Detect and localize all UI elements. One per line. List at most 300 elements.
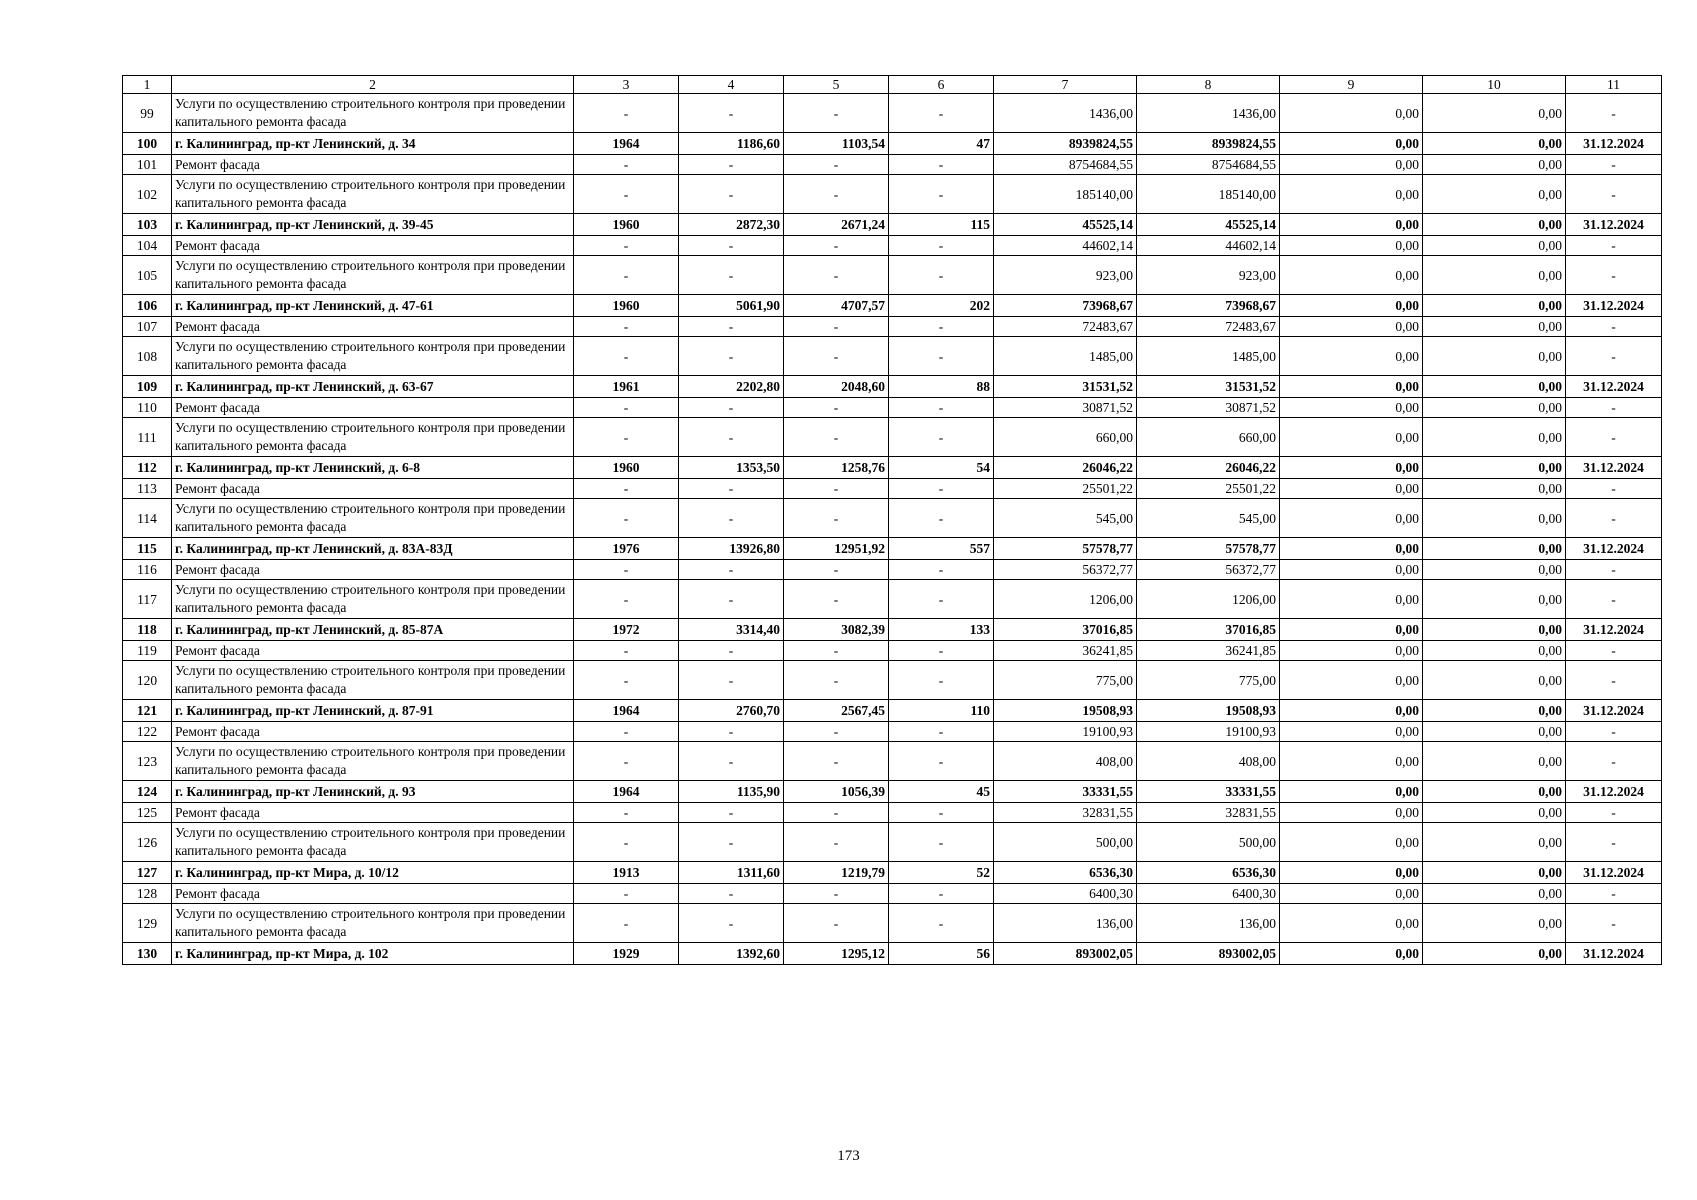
cell-year: 1976 [574,538,679,560]
cell-cost-owners: 0,00 [1423,904,1566,943]
cell-completion-date: - [1566,337,1662,376]
table-row [123,175,1662,214]
cell-row-number: 112 [123,457,172,479]
column-number-header [123,76,1662,94]
table-row [123,457,1662,479]
cell-cost-total: 8939824,55 [994,133,1137,155]
header-cell-area-total: 4 [679,76,784,94]
cell-cost-total: 26046,22 [994,457,1137,479]
cell-cost-owners: 0,00 [1423,155,1566,175]
cell-row-number: 127 [123,862,172,884]
cell-area-total: - [679,499,784,538]
cell-area-living: 1219,79 [784,862,889,884]
cell-cost-total: 33331,55 [994,781,1137,803]
header-cell-year: 3 [574,76,679,94]
cell-cost-total: 45525,14 [994,214,1137,236]
cell-cost-regional: 1485,00 [1137,337,1280,376]
cell-completion-date: 31.12.2024 [1566,457,1662,479]
cell-completion-date: - [1566,904,1662,943]
header-cell-area-living: 5 [784,76,889,94]
cell-cost-municipal: 0,00 [1280,94,1423,133]
cell-cost-total: 136,00 [994,904,1137,943]
cell-row-number: 118 [123,619,172,641]
cell-residents: - [889,155,994,175]
cell-area-living: - [784,904,889,943]
cell-completion-date: 31.12.2024 [1566,133,1662,155]
header-cell-row-number: 1 [123,76,172,94]
cell-cost-municipal: 0,00 [1280,538,1423,560]
cell-residents: - [889,803,994,823]
cell-year: - [574,236,679,256]
cell-cost-total: 6536,30 [994,862,1137,884]
cell-row-number: 99 [123,94,172,133]
table-row [123,236,1662,256]
cell-year: - [574,175,679,214]
cell-cost-regional: 37016,85 [1137,619,1280,641]
cell-residents: 110 [889,700,994,722]
cell-area-total: - [679,722,784,742]
cell-cost-municipal: 0,00 [1280,479,1423,499]
cell-cost-owners: 0,00 [1423,376,1566,398]
cell-cost-regional: 44602,14 [1137,236,1280,256]
cell-area-living: 12951,92 [784,538,889,560]
cell-area-living: - [784,317,889,337]
cell-area-total: - [679,661,784,700]
header-cell-cost-owners: 10 [1423,76,1566,94]
cell-year: 1960 [574,457,679,479]
cell-area-total: 3314,40 [679,619,784,641]
cell-cost-owners: 0,00 [1423,884,1566,904]
cell-row-number: 124 [123,781,172,803]
cell-area-total: 1186,60 [679,133,784,155]
cell-residents: - [889,418,994,457]
cell-name: Услуги по осуществлению строительного контроля при проведении капитального ремонта фасада [172,337,574,376]
cell-row-number: 119 [123,641,172,661]
cell-year: - [574,499,679,538]
table-row [123,904,1662,943]
cell-completion-date: 31.12.2024 [1566,214,1662,236]
cell-residents: - [889,499,994,538]
cell-year: 1964 [574,700,679,722]
cell-year: - [574,479,679,499]
cell-cost-municipal: 0,00 [1280,175,1423,214]
cell-area-total: - [679,884,784,904]
cell-cost-total: 408,00 [994,742,1137,781]
cell-completion-date: - [1566,580,1662,619]
cell-area-living: - [784,398,889,418]
cell-name: Услуги по осуществлению строительного контроля при проведении капитального ремонта фасада [172,580,574,619]
cell-cost-total: 32831,55 [994,803,1137,823]
cell-name: Услуги по осуществлению строительного контроля при проведении капитального ремонта фасада [172,904,574,943]
cell-name: Ремонт фасада [172,317,574,337]
cell-cost-regional: 19100,93 [1137,722,1280,742]
page-number: 173 [837,1148,860,1164]
cell-area-living: - [784,661,889,700]
cell-row-number: 114 [123,499,172,538]
cell-cost-municipal: 0,00 [1280,256,1423,295]
cell-cost-municipal: 0,00 [1280,823,1423,862]
header-cell-cost-total: 7 [994,76,1137,94]
cell-cost-municipal: 0,00 [1280,580,1423,619]
cell-row-number: 117 [123,580,172,619]
capital-repair-table [122,75,1662,965]
cell-cost-regional: 32831,55 [1137,803,1280,823]
cell-name: Ремонт фасада [172,236,574,256]
cell-cost-regional: 923,00 [1137,256,1280,295]
cell-year: - [574,155,679,175]
cell-completion-date: - [1566,256,1662,295]
cell-row-number: 130 [123,943,172,965]
cell-cost-total: 72483,67 [994,317,1137,337]
cell-cost-regional: 893002,05 [1137,943,1280,965]
table-row [123,661,1662,700]
cell-year: 1972 [574,619,679,641]
cell-year: - [574,722,679,742]
cell-area-total: - [679,256,784,295]
cell-cost-municipal: 0,00 [1280,904,1423,943]
cell-row-number: 115 [123,538,172,560]
table-row [123,781,1662,803]
cell-cost-owners: 0,00 [1423,398,1566,418]
cell-cost-regional: 8754684,55 [1137,155,1280,175]
cell-area-total: - [679,904,784,943]
cell-completion-date: - [1566,236,1662,256]
cell-residents: 88 [889,376,994,398]
header-cell-cost-regional: 8 [1137,76,1280,94]
table-row [123,337,1662,376]
cell-residents: - [889,580,994,619]
cell-completion-date: - [1566,94,1662,133]
cell-cost-total: 500,00 [994,823,1137,862]
cell-cost-owners: 0,00 [1423,479,1566,499]
cell-completion-date: - [1566,742,1662,781]
cell-area-living: - [784,155,889,175]
cell-name: г. Калининград, пр-кт Мира, д. 10/12 [172,862,574,884]
cell-cost-municipal: 0,00 [1280,155,1423,175]
cell-name: Ремонт фасада [172,479,574,499]
cell-name: г. Калининград, пр-кт Ленинский, д. 47-61 [172,295,574,317]
cell-cost-owners: 0,00 [1423,803,1566,823]
cell-residents: - [889,742,994,781]
cell-cost-owners: 0,00 [1423,641,1566,661]
cell-cost-owners: 0,00 [1423,580,1566,619]
cell-area-total: - [679,580,784,619]
cell-cost-regional: 56372,77 [1137,560,1280,580]
cell-area-living: 1103,54 [784,133,889,155]
table-row [123,538,1662,560]
table-row [123,376,1662,398]
cell-area-living: - [784,823,889,862]
header-cell-cost-municipal: 9 [1280,76,1423,94]
cell-row-number: 129 [123,904,172,943]
cell-row-number: 126 [123,823,172,862]
table-row [123,317,1662,337]
table-row [123,700,1662,722]
cell-year: - [574,398,679,418]
table-row [123,256,1662,295]
cell-cost-regional: 31531,52 [1137,376,1280,398]
cell-year: 1960 [574,214,679,236]
cell-name: г. Калининград, пр-кт Ленинский, д. 6-8 [172,457,574,479]
cell-cost-regional: 136,00 [1137,904,1280,943]
cell-year: 1964 [574,133,679,155]
cell-area-living: 1295,12 [784,943,889,965]
cell-row-number: 121 [123,700,172,722]
cell-cost-municipal: 0,00 [1280,661,1423,700]
cell-residents: 47 [889,133,994,155]
cell-name: Услуги по осуществлению строительного контроля при проведении капитального ремонта фасада [172,175,574,214]
cell-cost-owners: 0,00 [1423,214,1566,236]
cell-row-number: 111 [123,418,172,457]
table-row [123,133,1662,155]
cell-area-total: - [679,398,784,418]
cell-cost-regional: 72483,67 [1137,317,1280,337]
cell-completion-date: - [1566,317,1662,337]
cell-cost-total: 545,00 [994,499,1137,538]
cell-area-total: - [679,236,784,256]
cell-cost-municipal: 0,00 [1280,398,1423,418]
cell-area-total: - [679,155,784,175]
cell-residents: - [889,884,994,904]
header-cell-name: 2 [172,76,574,94]
cell-cost-regional: 30871,52 [1137,398,1280,418]
cell-completion-date: - [1566,175,1662,214]
cell-cost-regional: 6536,30 [1137,862,1280,884]
cell-area-total: - [679,479,784,499]
cell-row-number: 123 [123,742,172,781]
cell-residents: 54 [889,457,994,479]
cell-cost-total: 31531,52 [994,376,1137,398]
cell-cost-municipal: 0,00 [1280,214,1423,236]
cell-cost-owners: 0,00 [1423,560,1566,580]
cell-cost-municipal: 0,00 [1280,337,1423,376]
cell-row-number: 102 [123,175,172,214]
cell-area-living: - [784,580,889,619]
cell-residents: - [889,661,994,700]
cell-cost-owners: 0,00 [1423,317,1566,337]
cell-row-number: 103 [123,214,172,236]
cell-cost-regional: 45525,14 [1137,214,1280,236]
table-row [123,823,1662,862]
cell-cost-owners: 0,00 [1423,256,1566,295]
cell-cost-owners: 0,00 [1423,661,1566,700]
cell-name: Ремонт фасада [172,803,574,823]
cell-year: - [574,884,679,904]
cell-area-total: 1135,90 [679,781,784,803]
table-row [123,155,1662,175]
cell-row-number: 120 [123,661,172,700]
cell-residents: 45 [889,781,994,803]
cell-area-living: - [784,641,889,661]
cell-completion-date: 31.12.2024 [1566,619,1662,641]
cell-residents: 202 [889,295,994,317]
cell-year: - [574,823,679,862]
cell-cost-municipal: 0,00 [1280,641,1423,661]
table-row [123,295,1662,317]
cell-cost-regional: 6400,30 [1137,884,1280,904]
cell-row-number: 116 [123,560,172,580]
cell-row-number: 104 [123,236,172,256]
cell-area-living: 4707,57 [784,295,889,317]
cell-cost-regional: 73968,67 [1137,295,1280,317]
cell-name: г. Калининград, пр-кт Ленинский, д. 83А-83Д [172,538,574,560]
cell-cost-regional: 8939824,55 [1137,133,1280,155]
cell-area-living: - [784,236,889,256]
table-row [123,862,1662,884]
cell-cost-regional: 545,00 [1137,499,1280,538]
cell-name: г. Калининград, пр-кт Ленинский, д. 39-45 [172,214,574,236]
cell-area-living: - [784,479,889,499]
cell-area-total: 2202,80 [679,376,784,398]
cell-cost-municipal: 0,00 [1280,418,1423,457]
cell-cost-regional: 185140,00 [1137,175,1280,214]
cell-year: - [574,337,679,376]
cell-cost-total: 36241,85 [994,641,1137,661]
cell-name: Услуги по осуществлению строительного контроля при проведении капитального ремонта фасада [172,499,574,538]
cell-area-total: 2760,70 [679,700,784,722]
cell-cost-owners: 0,00 [1423,781,1566,803]
cell-completion-date: - [1566,661,1662,700]
cell-cost-municipal: 0,00 [1280,781,1423,803]
cell-year: - [574,418,679,457]
cell-cost-total: 37016,85 [994,619,1137,641]
cell-cost-owners: 0,00 [1423,700,1566,722]
cell-year: - [574,256,679,295]
cell-area-living: 2671,24 [784,214,889,236]
cell-cost-municipal: 0,00 [1280,803,1423,823]
cell-residents: 557 [889,538,994,560]
cell-cost-total: 660,00 [994,418,1137,457]
cell-completion-date: - [1566,823,1662,862]
cell-cost-total: 775,00 [994,661,1137,700]
cell-area-total: - [679,94,784,133]
cell-area-living: 2567,45 [784,700,889,722]
cell-row-number: 125 [123,803,172,823]
cell-area-living: - [784,884,889,904]
cell-row-number: 122 [123,722,172,742]
table-row [123,722,1662,742]
cell-cost-regional: 408,00 [1137,742,1280,781]
cell-area-total: - [679,175,784,214]
cell-residents: - [889,236,994,256]
cell-residents: - [889,337,994,376]
cell-area-total: - [679,641,784,661]
cell-cost-municipal: 0,00 [1280,376,1423,398]
cell-residents: 115 [889,214,994,236]
cell-cost-owners: 0,00 [1423,722,1566,742]
cell-cost-total: 25501,22 [994,479,1137,499]
table-row [123,479,1662,499]
cell-completion-date: 31.12.2024 [1566,376,1662,398]
cell-cost-regional: 36241,85 [1137,641,1280,661]
cell-row-number: 100 [123,133,172,155]
cell-area-total: - [679,418,784,457]
cell-name: Услуги по осуществлению строительного контроля при проведении капитального ремонта фасада [172,418,574,457]
cell-cost-total: 1485,00 [994,337,1137,376]
header-cell-residents: 6 [889,76,994,94]
cell-cost-owners: 0,00 [1423,457,1566,479]
cell-area-living: - [784,256,889,295]
cell-area-living: - [784,418,889,457]
cell-cost-municipal: 0,00 [1280,457,1423,479]
cell-name: г. Калининград, пр-кт Ленинский, д. 85-87А [172,619,574,641]
cell-cost-regional: 660,00 [1137,418,1280,457]
cell-cost-total: 1206,00 [994,580,1137,619]
cell-cost-total: 19508,93 [994,700,1137,722]
cell-cost-municipal: 0,00 [1280,317,1423,337]
cell-cost-owners: 0,00 [1423,943,1566,965]
cell-cost-municipal: 0,00 [1280,295,1423,317]
table-row [123,499,1662,538]
cell-completion-date: - [1566,398,1662,418]
cell-cost-regional: 26046,22 [1137,457,1280,479]
cell-completion-date: - [1566,803,1662,823]
cell-completion-date: - [1566,418,1662,457]
cell-area-living: - [784,337,889,376]
cell-cost-owners: 0,00 [1423,823,1566,862]
cell-cost-municipal: 0,00 [1280,862,1423,884]
cell-residents: - [889,560,994,580]
cell-name: Ремонт фасада [172,722,574,742]
table-row [123,580,1662,619]
table-row [123,418,1662,457]
cell-cost-owners: 0,00 [1423,538,1566,560]
table-row [123,803,1662,823]
cell-cost-total: 73968,67 [994,295,1137,317]
cell-cost-regional: 33331,55 [1137,781,1280,803]
cell-year: - [574,560,679,580]
cell-area-total: - [679,742,784,781]
cell-residents: 52 [889,862,994,884]
cell-cost-owners: 0,00 [1423,236,1566,256]
cell-area-total: 1392,60 [679,943,784,965]
cell-cost-municipal: 0,00 [1280,943,1423,965]
cell-completion-date: 31.12.2024 [1566,862,1662,884]
cell-area-total: - [679,337,784,376]
cell-residents: 133 [889,619,994,641]
cell-cost-regional: 500,00 [1137,823,1280,862]
cell-row-number: 110 [123,398,172,418]
cell-name: Услуги по осуществлению строительного контроля при проведении капитального ремонта фасада [172,661,574,700]
cell-residents: - [889,175,994,214]
cell-cost-owners: 0,00 [1423,295,1566,317]
cell-area-total: 2872,30 [679,214,784,236]
table-row [123,214,1662,236]
cell-residents: - [889,256,994,295]
cell-row-number: 128 [123,884,172,904]
cell-year: 1960 [574,295,679,317]
cell-row-number: 107 [123,317,172,337]
cell-cost-total: 923,00 [994,256,1137,295]
cell-residents: - [889,904,994,943]
cell-name: Ремонт фасада [172,884,574,904]
cell-area-total: 1353,50 [679,457,784,479]
cell-cost-owners: 0,00 [1423,94,1566,133]
cell-cost-municipal: 0,00 [1280,560,1423,580]
cell-completion-date: - [1566,884,1662,904]
cell-cost-owners: 0,00 [1423,175,1566,214]
table-row [123,398,1662,418]
cell-completion-date: - [1566,641,1662,661]
cell-cost-total: 44602,14 [994,236,1137,256]
cell-year: - [574,580,679,619]
cell-year: - [574,317,679,337]
cell-area-total: - [679,317,784,337]
cell-residents: - [889,94,994,133]
cell-completion-date: - [1566,722,1662,742]
table-row [123,742,1662,781]
cell-name: г. Калининград, пр-кт Ленинский, д. 93 [172,781,574,803]
